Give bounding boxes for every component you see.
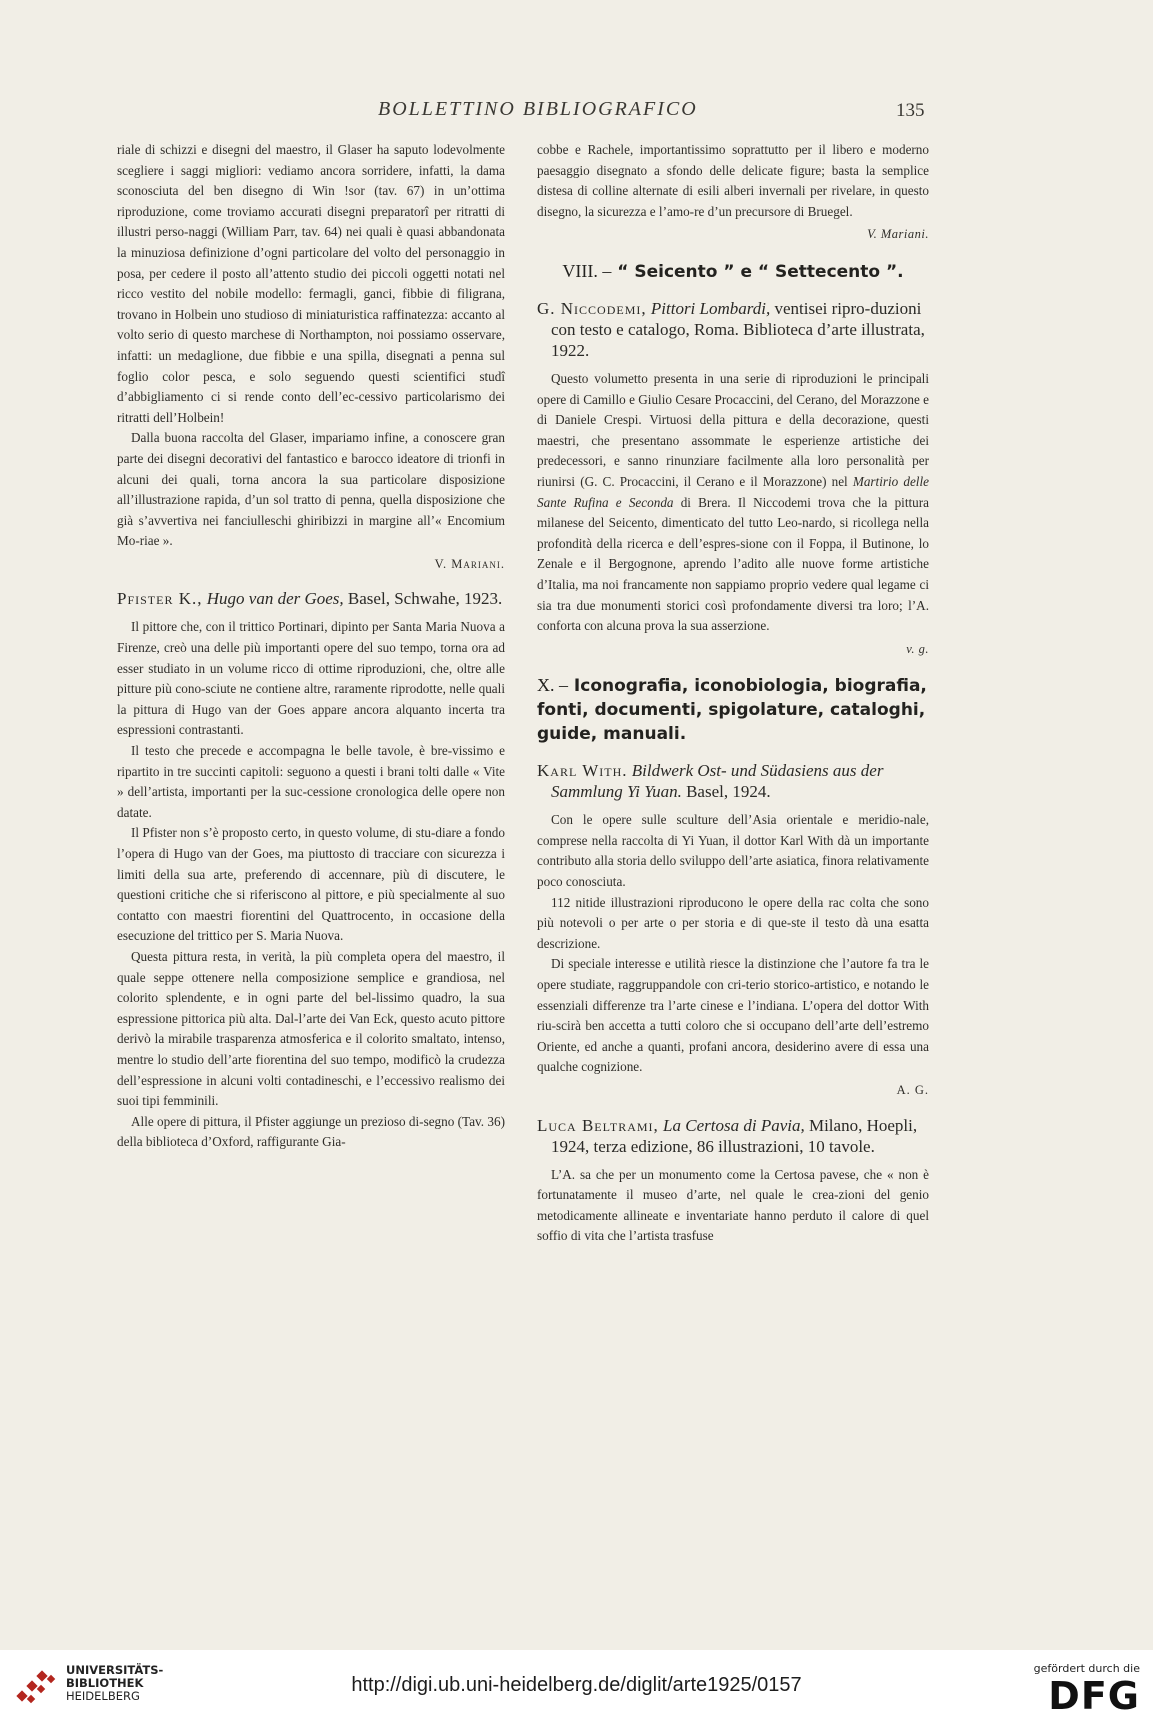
paragraph: Questa pittura resta, in verità, la più completa opera del maestro, il quale seppe ottenere nella composizione semplice e grandiosa, nel colorito splendente, e in ogni parte del bel-lissimo quadro, la sua espressione pittorica più alta. Dal-l’arte dei Van Eck, questo acuto pittore derivò la mirabile trasparenza atmosferica e il colorito smaltato, intenso, mentre lo studio dell’arte fiorentina del suo tempo, modificò la crudezza dell’espressione in alcuni volti contadineschi, e l’eccessivo realismo dei suoi tipi femminili. [117,948,505,1109]
paragraph: Con le opere sulle sculture dell’Asia orientale e meridio-nale, comprese nella raccolta di Yi Yuan, il dottor Karl With dà un importante contributo alla storia dello sviluppo dell’arte asiatica, finora relativamente poco conosciuta. [537,812,929,890]
library-name-line: HEIDELBERG [66,1689,140,1703]
entry-title: Bildwerk Ost- und Südasiens aus der Sammlung Yi Yuan. [551,761,884,802]
paragraph: Il Pfister non s’è proposto certo, in questo volume, di stu-diare a fondo l’opera di Hugo van der Goes, ma piuttosto di tracciare con sicurezza i limiti della sua arte, preferendo di accennare, più di discutere, le questioni critiche che si riferiscono al pittore, e più specialmente al suo contatto con maestri fiorentini del Quattrocento, in occasione della esecuzione del trittico per S. Maria Nuova. [117,825,505,944]
section-heading [537,259,929,284]
entry-details: Milano, Hoepli, 1924, terza edizione, 86 illustrazioni, 10 tavole. [551,1115,918,1156]
paragraph: Alle opere di pittura, il Pfister aggiunge un prezioso di-segno (Tav. 36) della biblioteca d’Oxford, raffigurante Gia- [117,1113,505,1150]
entry-title: La Certosa di Pavia, [663,1115,805,1135]
paragraph: Il testo che precede e accompagna le belle tavole, è bre-vissimo e ripartito in tre succinti capitoli: seguono a questi i brani tolti dalle « Vite » dell’artista, importanti per la suc-cessione cronologica delle opere non datate. [117,743,505,820]
section-heading [537,673,929,746]
paragraph-text: di Brera. Il Niccodemi trova che la pittura milanese del Seicento, dimenticato del tutto Leo-nardo, si ricollega nella profondità della ricerca e dell’espres-sione con il Foppa, il Butinone, lo Zenale e il Bergognone, aprendo l’adito alle nuove forme artistiche d’Italia, ma noi francamente non sappiamo proprio vedere qual legame ci sia tra due monumenti storici così profondamente diversi tra loro; l’A. conforta con alcuna prova la sua asserzione. [537,494,930,634]
signature: v. g. [906,641,929,656]
library-name-line: BIBLIOTHEK [66,1676,144,1690]
paragraph: 112 nitide illustrazioni riproducono le opere della rac colta che sono più notevoli o per arte o per storia e di que-ste il testo dà una esatta descrizione. [537,894,929,951]
bibliographic-entry [537,1115,929,1157]
paragraph-italic-title: Martirio delle Sante Rufina e Seconda [537,473,929,510]
paragraph-text: Questo volumetto presenta in una serie di riproduzioni le principali opere di Camillo e Giulio Cesare Procaccini, del Cerano, del Morazzone e di Daniele Crespi. Virtuosi della pittura e della decorazione, questi maestri, che presentano assommate le esperienze artistiche dei predecessori, e sanno rinunziare facilmente alla loro personalità per riunirsi (G. C. Procaccini, il Cerano e il Morazzone) nel [537,370,929,489]
signature: A. G. [896,1083,929,1097]
entry-author: Luca Beltrami, [537,1115,659,1135]
page-number: 135 [896,100,925,121]
paragraph: cobbe e Rachele, importantissimo soprattutto per il libero e moderno paesaggio disegnato a sfondo delle delicate figure; basta la semplice distesa di colline alternate di esili alberi invernali per rivelare, in questo disegno, la sicurezza e l’amo-re d’un precursore di Bruegel. [537,142,929,219]
entry-author: Pfister K., [117,589,203,609]
entry-author: G. Niccodemi, [537,298,647,318]
paragraph [537,369,929,637]
paragraph: L’A. sa che per un monumento come la Certosa pavese, che « non è fortunatamente il museo d’arte, nel quale le crea-zioni del genio metodicamente allineate e inventariate hanno perduto il calore di quel soffio di vita che l’artista trasfuse [537,1166,929,1244]
entry-details: Basel, Schwahe, 1923. [347,589,503,609]
entry-details: Basel, 1924. [686,782,771,802]
entry-author: Karl With. [537,761,628,781]
section-title: Iconografia, iconobiologia, biografia, fonti, documenti, spigolature, cataloghi, guide, manuali. [537,676,927,745]
entry-title: Hugo van der Goes, [206,589,344,609]
bibliographic-entry [537,298,929,361]
paragraph: Dalla buona raccolta del Glaser, impariamo infine, a conoscere gran parte dei disegni decorativi del fantastico e barocco ideatore di trionfi in alcuni dei quali, torna ancora la sua particolare disposizione all’illustrazione rapida, d’un sol tratto di penna, quella disposizione che già s’avvertiva nei fanciulleschi ghiribizzi in margine all’« Encomium Mo-riae ». [117,430,505,549]
section-number: VIII. – [562,260,612,281]
section-title: “ Seicento ” e “ Settecento ”. [617,261,904,282]
section-number: X. – [537,675,568,696]
paragraph: riale di schizzi e disegni del maestro, il Glaser ha saputo lodevolmente scegliere i saggi migliori: vediamo ancora sorridere, infatti, la dama sconosciuta del ben disegno di Win !sor (tav. 67) in un’ottima riproduzione, come troviamo accurati disegni preparatorî per ritratti di illustri perso-naggi (William Parr, tav. 64) nei quali è quasi abbandonata la minuziosa definizione d’ogni particolare del volto del personaggio in posa, per cedere il posto all’attento studio dei piccoli oggetti notati nel ricco vestito del nobile modello: fermagli, ganci, fibbie di filigrana, trovano in Holbein uno studioso di miniaturistica raffinatezza: accanto al volto serio di questo marchese di Northampton, noi possiamo osservare, infatti: un medaglione, due fibbie e una spilla, disegnati a penna sul foglio color pesca, e solo seguendo questi scientifici studî d’abbigliamento ci si rende conto dell’ec-cessivo particolarismo dei ritratti dell’Holbein! [117,142,505,425]
signature: V. Mariani. [867,227,929,242]
funding-note: gefördert durch die [1033,1662,1140,1675]
entry-details: ventisei ripro-duzioni con testo e catalogo, Roma. Biblioteca d’arte illustrata, 1922. [551,298,925,360]
paragraph: Di speciale interesse e utilità riesce la distinzione che l’autore fa tra le opere studiate, raggruppandole con cri-terio storico-artistico, e notando le essenziali differenze tra l’arte cinese e l’indiana. L’opera del dottor With riu-scirà ben accetta a tutti coloro che si occupano dell’arte dell’estremo Oriente, ed anche a quanti, profani ancora, desiderino avere di essa una qualche cognizione. [537,956,929,1075]
bibliographic-entry [117,588,505,609]
permalink[interactable]: http://digi.ub.uni-heidelberg.de/diglit/arte1925/0157 [351,1674,802,1696]
entry-title: Pittori Lombardi, [650,298,771,318]
right-column [537,140,929,1247]
running-title: BOLLETTINO BIBLIOGRAFICO [378,98,698,120]
signature: V. Mariani. [434,556,505,571]
dfg-logo[interactable]: DFG [1048,1674,1140,1718]
paragraph: Il pittore che, con il trittico Portinari, dipinto per Santa Maria Nuova a Firenze, creò una delle più importanti opere del suo tempo, torna ora ad esser studiato in un volume ricco di ottime riproduzioni, che, oltre alle pitture più cono-sciute ne contiene altre, raramente riprodotte, nelle quali la pittura di Hugo van der Goes appare ancora alquanto incerta tra espressioni contrastanti. [117,619,505,738]
viewer-footer [0,1650,1153,1727]
library-name-line: UNIVERSITÄTS- [66,1663,164,1677]
bibliographic-entry [537,760,929,802]
left-column [117,140,505,1153]
